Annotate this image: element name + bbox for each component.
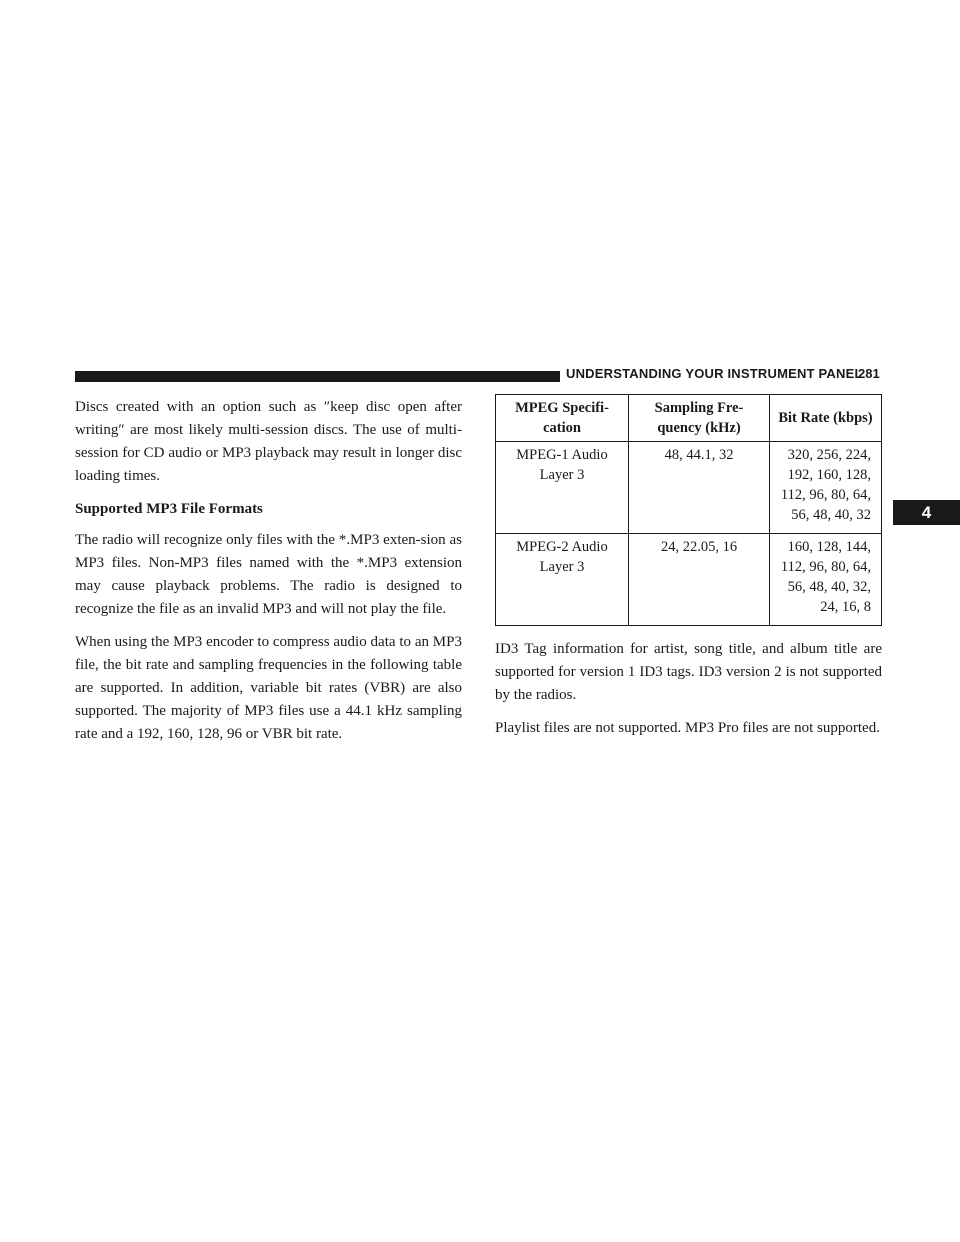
table-row <box>496 534 882 626</box>
mp3-format-table <box>495 394 882 626</box>
table-cell-frequency: 48, 44.1, 32 <box>629 442 770 534</box>
table-cell-spec: MPEG-1 Audio Layer 3 <box>496 442 629 534</box>
table-row <box>496 442 882 534</box>
paragraph-id3: ID3 Tag information for artist, song title, and album title are supported for version 1 ID3 tags. ID3 version 2 is not supported by the radios. <box>495 641 882 703</box>
header-rule <box>75 371 560 382</box>
running-header-title: UNDERSTANDING YOUR INSTRUMENT PANEL <box>566 366 863 381</box>
table-cell-bitrate: 160, 128, 144, 112, 96, 80, 64, 56, 48, 40, 32, 24, 16, 8 <box>770 534 882 626</box>
section-heading: Supported MP3 File Formats <box>75 501 263 517</box>
paragraph-playlist: Playlist files are not supported. MP3 Pro files are not supported. <box>495 720 880 736</box>
table-header-cell: MPEG Specifi-cation <box>496 395 629 442</box>
table-cell-frequency: 24, 22.05, 16 <box>629 534 770 626</box>
right-column <box>495 394 882 750</box>
table-cell-bitrate: 320, 256, 224, 192, 160, 128, 112, 96, 80, 64, 56, 48, 40, 32 <box>770 442 882 534</box>
table-header-cell: Bit Rate (kbps) <box>770 395 882 442</box>
table-header-row <box>496 395 882 442</box>
table-cell-spec: MPEG-2 Audio Layer 3 <box>496 534 629 626</box>
intro-paragraph: Discs created with an option such as ″keep disc open after writing″ are most likely multi-session discs. The use of multi-session for CD audio or MP3 playback may result in longer disc loading times. <box>75 399 462 484</box>
chapter-tab: 4 <box>893 500 960 525</box>
page-number: 281 <box>858 366 880 381</box>
paragraph-encoder: When using the MP3 encoder to compress audio data to an MP3 file, the bit rate and sampling frequencies in the following table are supported. In addition, variable bit rates (VBR) are also supported. The majority of MP3 files use a 44.1 kHz sampling rate and a 192, 160, 128, 96 or VBR bit rate. <box>75 634 462 742</box>
table-header-cell: Sampling Fre-quency (kHz) <box>629 395 770 442</box>
left-column <box>75 396 462 756</box>
paragraph-file-extension: The radio will recognize only files with the *.MP3 exten-sion as MP3 files. Non-MP3 files named with the *.MP3 extension may cause playback problems. The radio is designed to recognize the file as an invalid MP3 and will not play the file. <box>75 532 462 617</box>
